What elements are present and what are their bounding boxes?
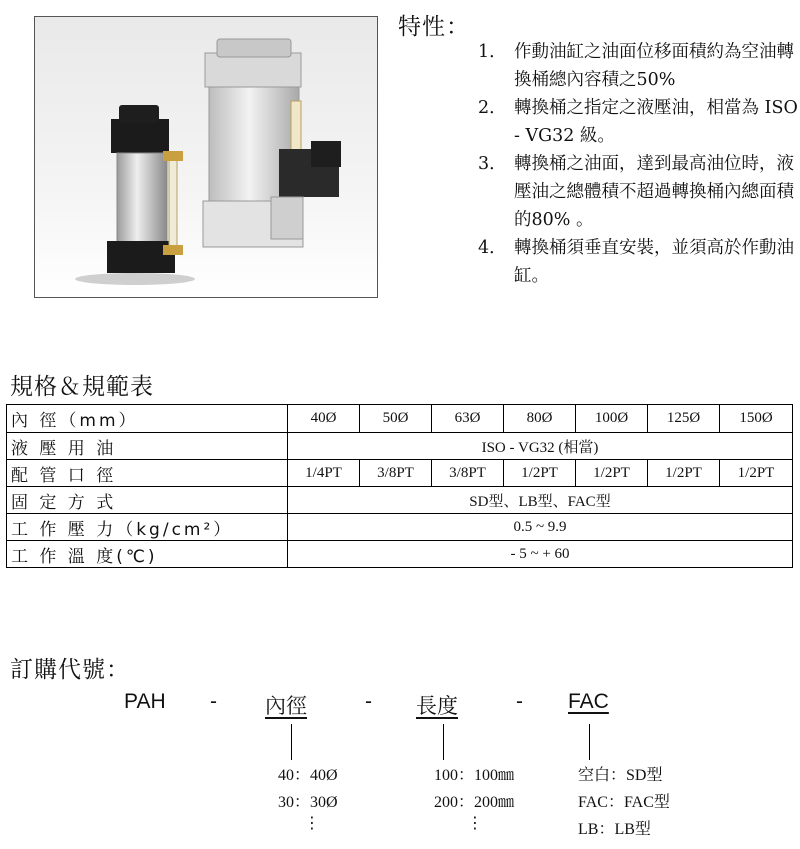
spec-title: 規格＆規範表: [10, 374, 154, 400]
port-cell: 1/2PT: [720, 460, 793, 487]
bore-cell: 150Ø: [720, 405, 793, 433]
product-photo: [34, 16, 378, 298]
features-title: 特性：: [398, 14, 470, 40]
feature-number: 4．: [478, 238, 507, 258]
feature-number: 1．: [478, 42, 507, 62]
feature-text: 轉換桶之油面，達到最高油位時，液壓油之總體積不超過轉換桶內總面積的80% 。: [514, 154, 794, 230]
oil-value: ISO - VG32 (相當): [288, 433, 793, 460]
bore-option: 40：40Ø: [278, 767, 338, 784]
length-connector-line: [443, 724, 444, 760]
bore-cell: 80Ø: [504, 405, 576, 433]
spec-table: [6, 404, 793, 568]
table-row-port: [7, 460, 793, 487]
row-label: 內 徑（mm）: [7, 405, 288, 433]
feature-item: [478, 94, 798, 150]
mount-value: SD型、LB型、FAC型: [288, 487, 793, 514]
table-row-oil: [7, 433, 793, 460]
code-bore: 內徑: [265, 695, 307, 718]
length-option: 200：200㎜: [434, 794, 515, 811]
port-cell: 3/8PT: [432, 460, 504, 487]
mount-option: LB：LB型: [578, 821, 651, 838]
mount-option: 空白：SD型: [578, 767, 663, 784]
code-prefix: PAH: [124, 690, 166, 713]
table-row-pressure: [7, 514, 793, 541]
mount-connector-line: [589, 724, 590, 760]
bore-ellipsis: ⋮: [304, 813, 320, 832]
port-cell: 3/8PT: [360, 460, 432, 487]
row-label: 工 作 壓 力（kg/cm²）: [7, 514, 288, 541]
code-length: 長度: [416, 695, 458, 718]
feature-item: [478, 150, 798, 234]
features-list: [478, 38, 798, 290]
bore-cell: 50Ø: [360, 405, 432, 433]
feature-item: [478, 38, 798, 94]
bore-cell: 40Ø: [288, 405, 360, 433]
port-cell: 1/2PT: [648, 460, 720, 487]
bore-cell: 100Ø: [576, 405, 648, 433]
product-illustration: [35, 17, 378, 298]
table-row-bore: [7, 405, 793, 433]
bore-option: 30：30Ø: [278, 794, 338, 811]
feature-text: 轉換桶須垂直安裝，並須高於作動油缸。: [514, 238, 794, 286]
code-dash: -: [210, 690, 217, 713]
row-label: 工 作 溫 度(℃): [7, 541, 288, 568]
order-title: 訂購代號：: [10, 657, 130, 683]
row-label: 液 壓 用 油: [7, 433, 288, 460]
row-label: 固 定 方 式: [7, 487, 288, 514]
length-option: 100：100㎜: [434, 767, 515, 784]
length-ellipsis: ⋮: [467, 813, 483, 832]
feature-text: 轉換桶之指定之液壓油，相當為 ISO - VG32 級。: [514, 98, 798, 146]
feature-text: 作動油缸之油面位移面積約為空油轉換桶總內容積之50%: [514, 42, 794, 90]
port-cell: 1/2PT: [576, 460, 648, 487]
code-dash: -: [516, 690, 523, 713]
temp-value: - 5 ~ + 60: [288, 541, 793, 568]
code-dash: -: [365, 690, 372, 713]
table-row-temp: [7, 541, 793, 568]
feature-number: 2．: [478, 98, 507, 118]
bore-cell: 63Ø: [432, 405, 504, 433]
pressure-value: 0.5 ~ 9.9: [288, 514, 793, 541]
feature-item: [478, 234, 798, 290]
bore-cell: 125Ø: [648, 405, 720, 433]
row-label: 配 管 口 徑: [7, 460, 288, 487]
bore-connector-line: [291, 724, 292, 760]
table-row-mount: [7, 487, 793, 514]
port-cell: 1/2PT: [504, 460, 576, 487]
code-mount: FAC: [568, 690, 609, 713]
port-cell: 1/4PT: [288, 460, 360, 487]
feature-number: 3．: [478, 154, 507, 174]
mount-option: FAC：FAC型: [578, 794, 670, 811]
